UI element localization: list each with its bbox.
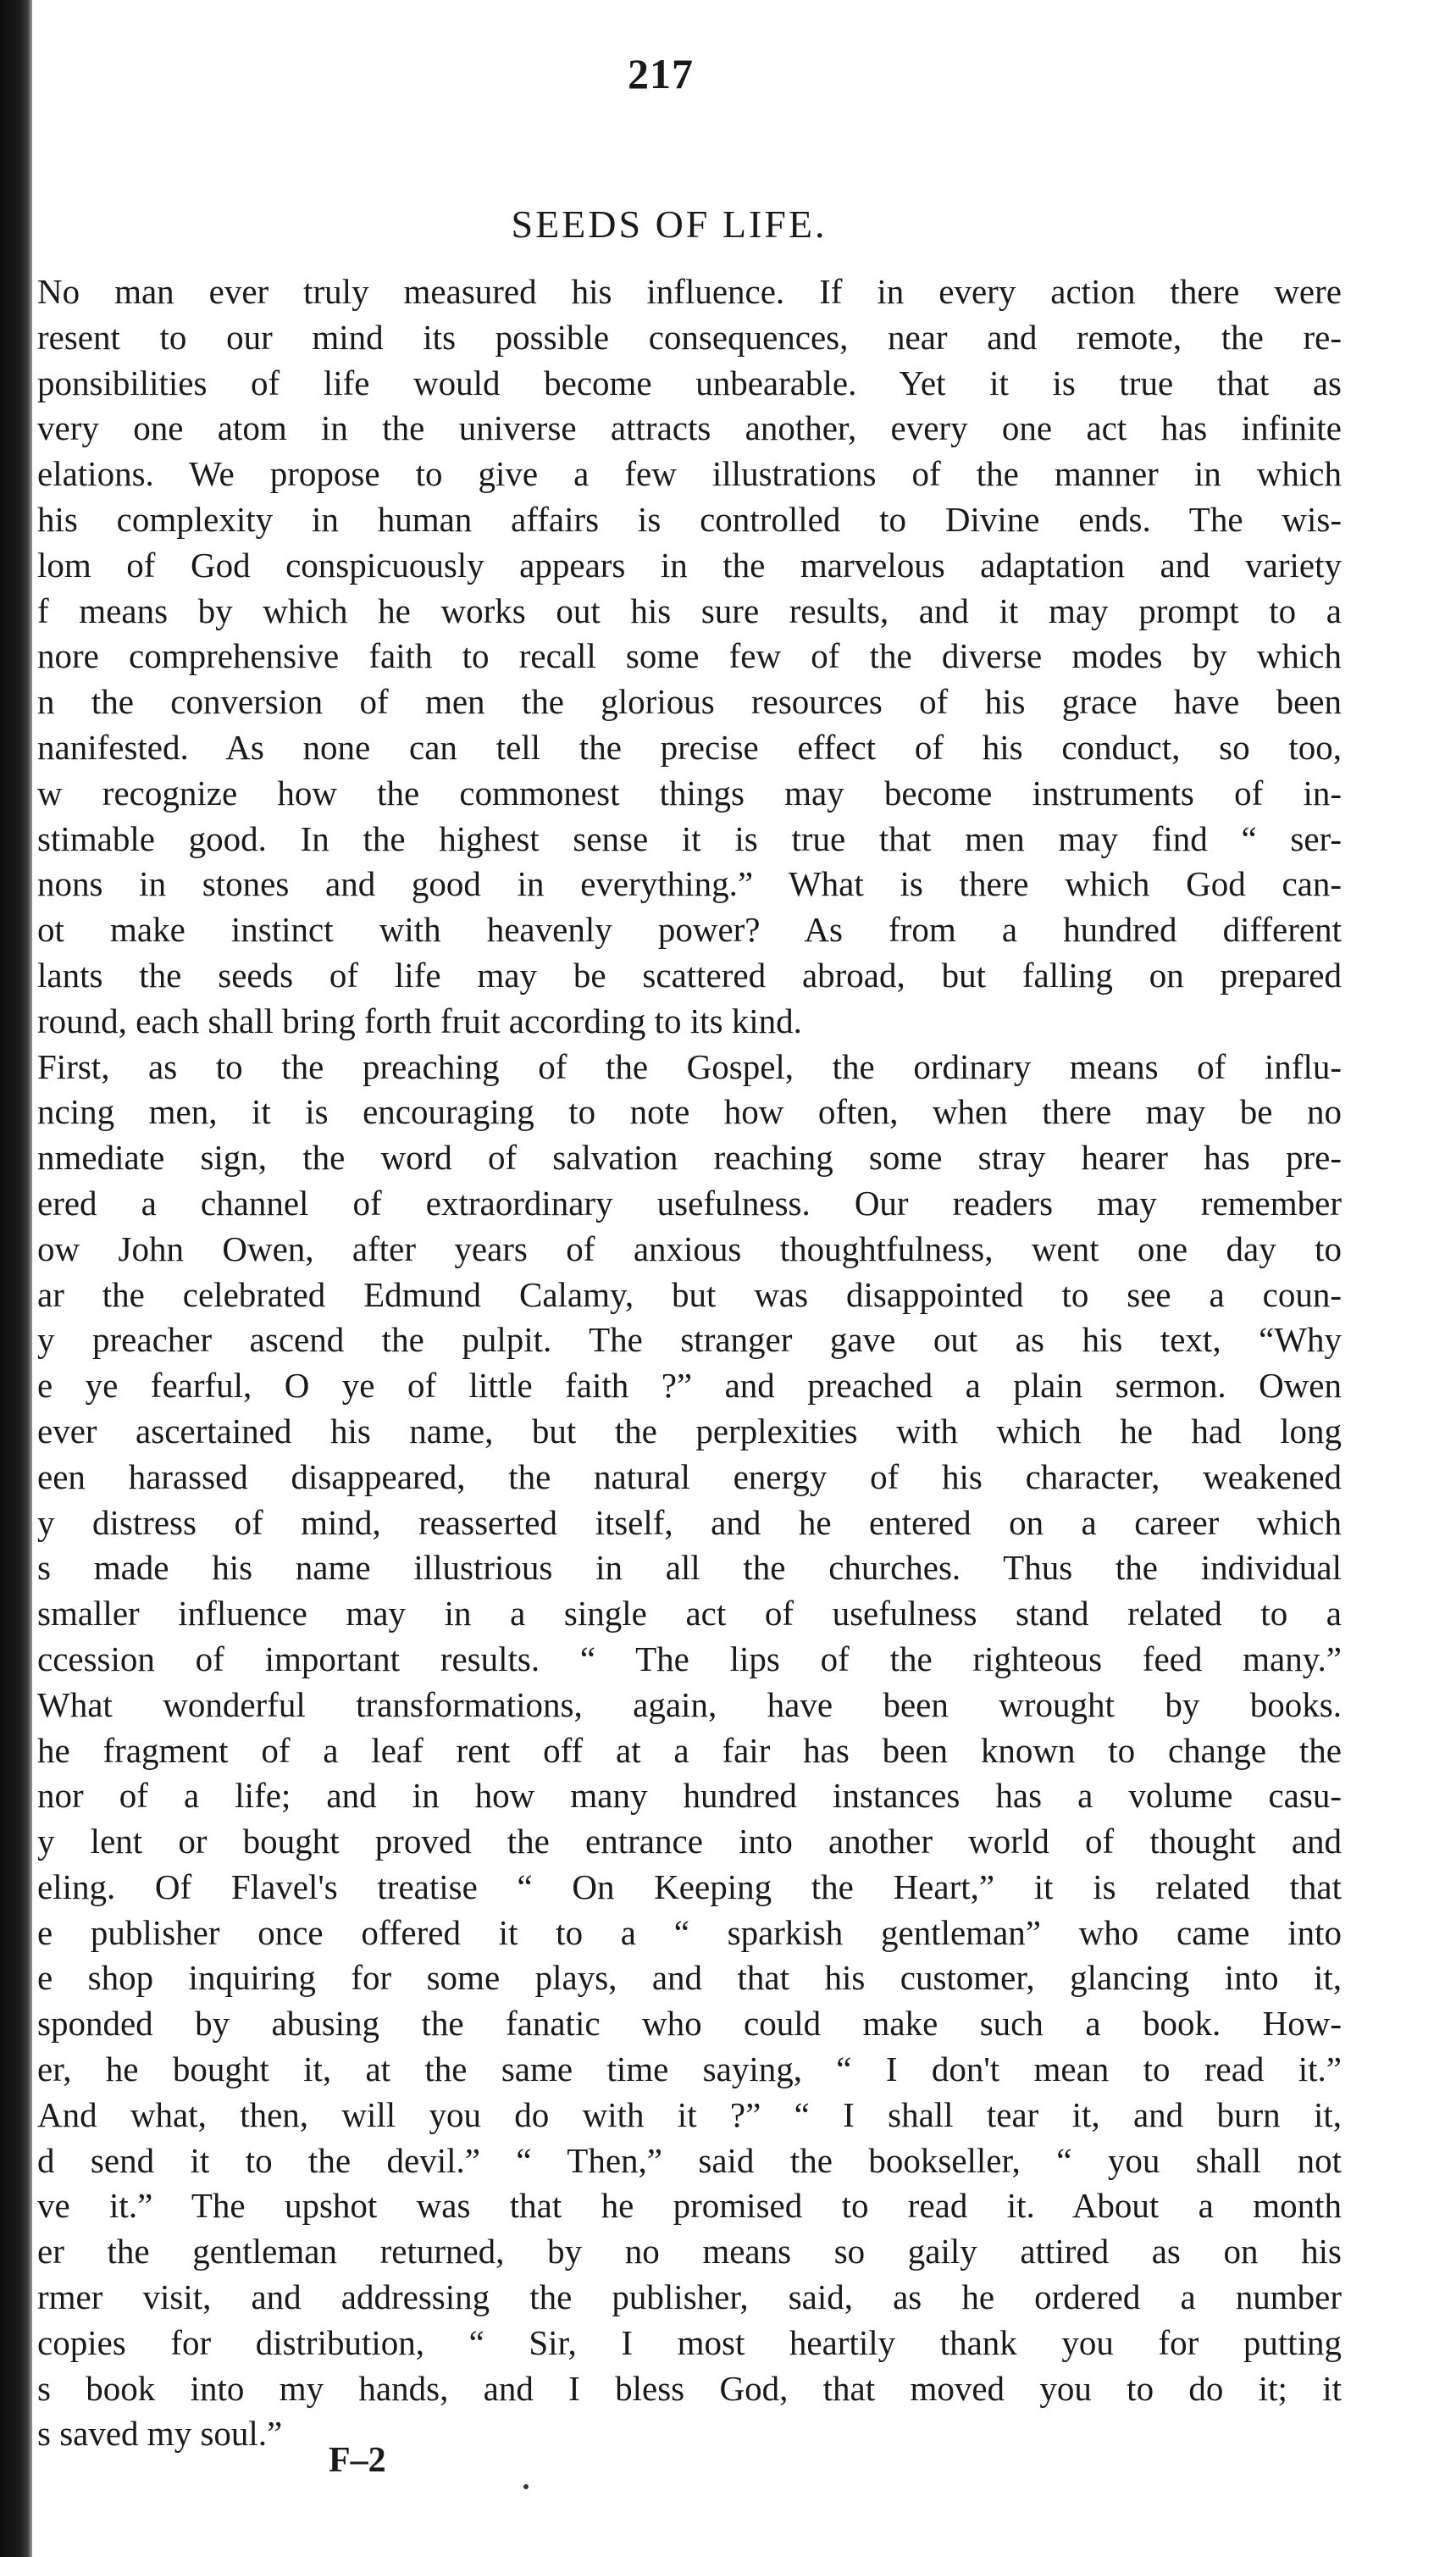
text-line: ever ascertained his name, but the perplexities with which he had long (37, 1411, 1342, 1450)
text-line: een harassed disappeared, the natural energy of his character, weakened (37, 1456, 1342, 1496)
text-line: y distress of mind, reasserted itself, and he entered on a career which (37, 1502, 1342, 1542)
text-line: round, each shall bring forth fruit according to its kind. (37, 1001, 802, 1040)
ink-speck (523, 2484, 529, 2489)
text-line: his complexity in human affairs is controlled to Divine ends. The wis- (37, 499, 1342, 539)
text-line: ered a channel of extraordinary usefulness. Our readers may remember (37, 1183, 1342, 1223)
text-line: nmediate sign, the word of salvation reaching some stray hearer has pre- (37, 1138, 1342, 1178)
text-line: s made his name illustrious in all the churches. Thus the individual (37, 1548, 1342, 1588)
text-line: er, he bought it, at the same time saying, “ I don't mean to read it.” (37, 2049, 1342, 2089)
text-line: resent to our mind its possible consequences, near and remote, the re- (37, 317, 1342, 357)
text-line: e shop inquiring for some plays, and that his customer, glancing into it, (37, 1958, 1342, 1998)
text-line: ccession of important results. “ The lips of the righteous feed many.” (37, 1639, 1342, 1678)
text-line: w recognize how the commonest things may become instruments of in- (37, 773, 1342, 813)
text-line: nanifested. As none can tell the precise effect of his conduct, so too, (37, 727, 1342, 767)
text-line: ponsibilities of life would become unbearable. Yet it is true that as (37, 363, 1342, 402)
printer-signature-mark: F–2 (329, 2441, 386, 2480)
text-line: e publisher once offered it to a “ sparkish gentleman” who came into (37, 1912, 1342, 1952)
page-number: 217 (628, 50, 694, 97)
text-line: eling. Of Flavel's treatise “ On Keeping the Heart,” it is related that (37, 1866, 1342, 1906)
text-line: ow John Owen, after years of anxious thoughtfulness, went one day to (37, 1229, 1342, 1268)
text-line: sponded by abusing the fanatic who could make such a book. How- (37, 2004, 1342, 2044)
text-line: ncing men, it is encouraging to note how often, when there may be no (37, 1092, 1342, 1132)
text-line: rmer visit, and addressing the publisher, said, as he ordered a number (37, 2277, 1342, 2317)
text-line: very one atom in the universe attracts another, every one act has infinite (37, 408, 1342, 448)
text-line: And what, then, will you do with it ?” “ I shall tear it, and burn it, (37, 2094, 1342, 2134)
text-line: nor of a life; and in how many hundred instances has a volume casu- (37, 1776, 1342, 1816)
page-title: SEEDS OF LIFE. (511, 202, 828, 246)
text-line: y preacher ascend the pulpit. The stranger gave out as his text, “Why (37, 1320, 1342, 1360)
text-line: ve it.” The upshot was that he promised to read it. About a month (37, 2186, 1342, 2226)
text-line: No man ever truly measured his influence. If in every action there were (37, 272, 1342, 311)
text-line: ar the celebrated Edmund Calamy, but was disappointed to see a coun- (37, 1274, 1342, 1314)
text-line: nore comprehensive faith to recall some few of the diverse modes by which (37, 636, 1342, 676)
text-line: smaller influence may in a single act of usefulness stand related to a (37, 1594, 1342, 1633)
text-line: er the gentleman returned, by no means so gaily attired as on his (37, 2232, 1342, 2271)
text-line: copies for distribution, “ Sir, I most heartily thank you for putting (37, 2322, 1342, 2362)
text-line: y lent or bought proved the entrance into another world of thought and (37, 1822, 1342, 1861)
text-line: What wonderful transformations, again, have been wrought by books. (37, 1684, 1342, 1724)
text-line: he fragment of a leaf rent off at a fair has been known to change the (37, 1730, 1342, 1770)
body-text (37, 269, 1342, 2457)
text-line: ot make instinct with heavenly power? As from a hundred different (37, 910, 1342, 950)
text-line: First, as to the preaching of the Gospel, the ordinary means of influ- (37, 1046, 1342, 1086)
text-line: lom of God conspicuously appears in the marvelous adaptation and variety (37, 545, 1342, 585)
text-line: lants the seeds of life may be scattered abroad, but falling on prepared (37, 955, 1342, 995)
text-line: n the conversion of men the glorious resources of his grace have been (37, 682, 1342, 722)
text-line: s book into my hands, and I bless God, that moved you to do it; it (37, 2368, 1342, 2408)
text-line: stimable good. In the highest sense it is true that men may find “ ser- (37, 818, 1342, 858)
text-line: s saved my soul.” (37, 2414, 283, 2454)
text-line: elations. We propose to give a few illustrations of the manner in which (37, 454, 1342, 494)
text-line: nons in stones and good in everything.” What is there which God can- (37, 864, 1342, 904)
page-binding-edge (0, 0, 32, 2557)
text-line: e ye fearful, O ye of little faith ?” and preached a plain sermon. Owen (37, 1366, 1342, 1406)
text-line: d send it to the devil.” “ Then,” said the bookseller, “ you shall not (37, 2140, 1342, 2180)
text-line: f means by which he works out his sure results, and it may prompt to a (37, 591, 1342, 630)
